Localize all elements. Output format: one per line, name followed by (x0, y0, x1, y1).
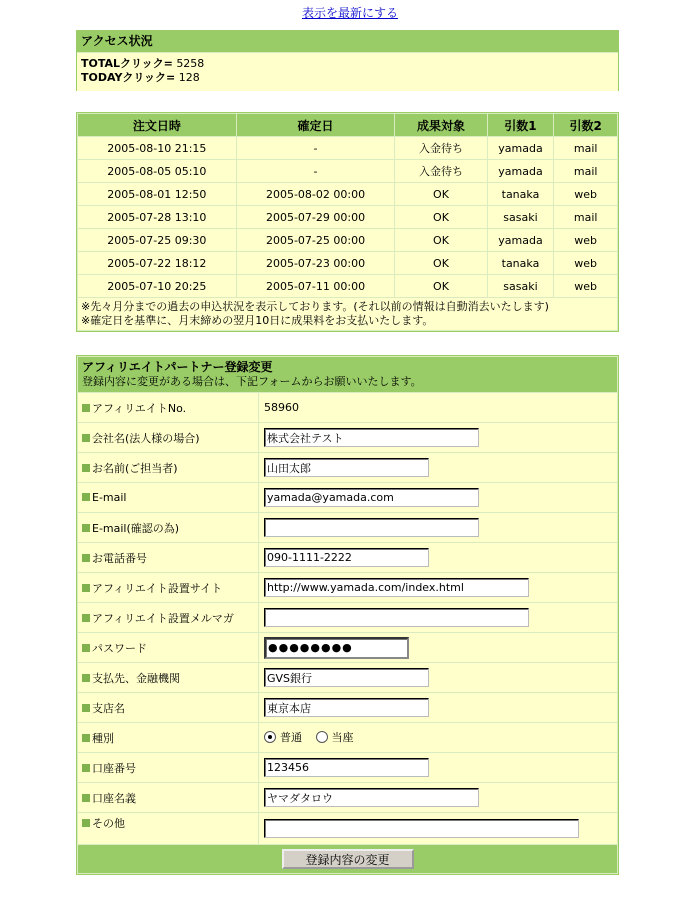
form-row-company (78, 423, 617, 452)
arg1: yamada (488, 137, 554, 159)
col-result: 成果対象 (395, 114, 486, 136)
mailmag-input[interactable] (264, 608, 529, 627)
today-clicks-value: 128 (178, 71, 200, 84)
table-row (78, 160, 617, 182)
arg2: web (554, 183, 617, 205)
result: OK (395, 206, 486, 228)
arg1: tanaka (488, 252, 554, 274)
account-no-input[interactable] (264, 758, 429, 777)
table-row (78, 275, 617, 297)
total-clicks (81, 57, 618, 71)
account-no-label: 口座番号 (78, 753, 258, 782)
affiliate-no-label: アフィリエイトNo. (78, 393, 258, 422)
branch-input[interactable] (264, 698, 429, 717)
square-bullet-icon (82, 464, 90, 472)
confirm-date: 2005-08-02 00:00 (237, 183, 395, 205)
square-bullet-icon (82, 704, 90, 712)
order-datetime: 2005-08-01 12:50 (78, 183, 236, 205)
square-bullet-icon (82, 674, 90, 682)
form-row-name (78, 453, 617, 482)
order-datetime: 2005-08-10 21:15 (78, 137, 236, 159)
orders-notes-row (78, 298, 617, 330)
registration-title: アフィリエイトパートナー登録変更 (82, 360, 273, 374)
form-row-phone (78, 543, 617, 572)
orders-notes (78, 298, 617, 330)
order-datetime: 2005-08-05 05:10 (78, 160, 236, 182)
account-type-label: 種別 (78, 723, 258, 752)
other-label: その他 (78, 813, 258, 844)
account-name-input[interactable] (264, 788, 479, 807)
mailmag-label: アフィリエイト設置メルマガ (78, 603, 258, 632)
col-order-datetime: 注文日時 (78, 114, 236, 136)
col-arg2: 引数2 (554, 114, 617, 136)
affiliate-no-value: 58960 (259, 393, 617, 422)
form-row-email (78, 483, 617, 512)
arg2: mail (554, 137, 617, 159)
order-datetime: 2005-07-28 13:10 (78, 206, 236, 228)
registration-header (78, 357, 617, 392)
confirm-date: - (237, 160, 395, 182)
email-confirm-label: E-mail(確認の為) (78, 513, 258, 542)
arg2: mail (554, 206, 617, 228)
square-bullet-icon (82, 434, 90, 442)
bank-label: 支払先、金融機関 (78, 663, 258, 692)
square-bullet-icon (82, 644, 90, 652)
account-type-current[interactable]: 当座 (316, 729, 354, 745)
arg2: web (554, 229, 617, 251)
submit-changes-button[interactable]: 登録内容の変更 (282, 849, 414, 869)
other-input[interactable] (264, 819, 579, 838)
table-row (78, 206, 617, 228)
form-row-affiliate-no (78, 393, 617, 422)
arg2: mail (554, 160, 617, 182)
result: OK (395, 275, 486, 297)
form-row-account-no (78, 753, 617, 782)
confirm-date: 2005-07-11 00:00 (237, 275, 395, 297)
arg1: tanaka (488, 183, 554, 205)
form-row-branch (78, 693, 617, 722)
today-clicks (81, 71, 618, 85)
account-name-label: 口座名義 (78, 783, 258, 812)
email-label: E-mail (78, 483, 258, 512)
result: 入金待ち (395, 137, 486, 159)
square-bullet-icon (82, 734, 90, 742)
table-row (78, 183, 617, 205)
table-row (78, 137, 617, 159)
result: OK (395, 229, 486, 251)
order-datetime: 2005-07-10 20:25 (78, 275, 236, 297)
form-row-other (78, 813, 617, 844)
square-bullet-icon (82, 794, 90, 802)
form-row-password (78, 633, 617, 662)
registration-subtitle: 登録内容に変更がある場合は、下記フォームからお願いいたします。 (82, 375, 422, 388)
name-label: お名前(ご担当者) (78, 453, 258, 482)
form-row-site (78, 573, 617, 602)
confirm-date: - (237, 137, 395, 159)
col-confirm-date: 確定日 (237, 114, 395, 136)
site-label: アフィリエイト設置サイト (78, 573, 258, 602)
total-clicks-label: TOTALクリック= (81, 57, 173, 70)
registration-form (77, 356, 618, 874)
order-datetime: 2005-07-22 18:12 (78, 252, 236, 274)
result: OK (395, 252, 486, 274)
order-datetime: 2005-07-25 09:30 (78, 229, 236, 251)
confirm-date: 2005-07-25 00:00 (237, 229, 395, 251)
arg1: sasaki (488, 275, 554, 297)
square-bullet-icon (82, 493, 90, 501)
form-row-account-type (78, 723, 617, 752)
password-input[interactable] (264, 637, 409, 659)
refresh-link[interactable]: 表示を最新にする (301, 6, 398, 20)
table-row (78, 229, 617, 251)
form-row-email-confirm (78, 513, 617, 542)
arg2: web (554, 275, 617, 297)
total-clicks-value: 5258 (176, 57, 205, 70)
arg2: web (554, 252, 617, 274)
access-status-body (77, 53, 618, 91)
square-bullet-icon (82, 404, 90, 412)
orders-panel (76, 112, 619, 332)
branch-label: 支店名 (78, 693, 258, 722)
account-type-options (259, 723, 617, 752)
name-input[interactable] (264, 458, 429, 477)
square-bullet-icon (82, 819, 90, 827)
arg1: sasaki (488, 206, 554, 228)
site-input[interactable] (264, 578, 529, 597)
square-bullet-icon (82, 554, 90, 562)
form-row-account-name (78, 783, 617, 812)
orders-note-1: ※先々月分までの過去の申込状況を表示しております。(それ以前の情報は自動消去いたします) (81, 300, 549, 313)
square-bullet-icon (82, 524, 90, 532)
submit-row (78, 845, 617, 873)
result: OK (395, 183, 486, 205)
confirm-date: 2005-07-23 00:00 (237, 252, 395, 274)
arg1: yamada (488, 229, 554, 251)
orders-header-row (78, 114, 617, 136)
square-bullet-icon (82, 614, 90, 622)
arg1: yamada (488, 160, 554, 182)
company-label: 会社名(法人様の場合) (78, 423, 258, 452)
result: 入金待ち (395, 160, 486, 182)
orders-note-2: ※確定日を基準に、月末締めの翌月10日に成果料をお支払いたします。 (81, 314, 434, 327)
today-clicks-label: TODAYクリック= (81, 71, 176, 84)
table-row (78, 252, 617, 274)
radio-selected-icon[interactable] (264, 731, 276, 743)
password-label: パスワード (78, 633, 258, 662)
phone-label: お電話番号 (78, 543, 258, 572)
radio-unselected-icon[interactable] (316, 731, 328, 743)
email-input[interactable] (264, 488, 479, 507)
company-input[interactable] (264, 428, 479, 447)
confirm-date: 2005-07-29 00:00 (237, 206, 395, 228)
orders-table (77, 113, 618, 331)
square-bullet-icon (82, 764, 90, 772)
bank-input[interactable] (264, 668, 429, 687)
phone-input[interactable] (264, 548, 429, 567)
col-arg1: 引数1 (488, 114, 554, 136)
form-row-bank (78, 663, 617, 692)
registration-panel (76, 355, 619, 875)
account-type-ordinary[interactable]: 普通 (264, 729, 302, 745)
form-row-mailmag (78, 603, 617, 632)
access-status-panel (76, 30, 619, 91)
email-confirm-input[interactable] (264, 518, 479, 537)
square-bullet-icon (82, 584, 90, 592)
access-status-title: アクセス状況 (77, 31, 618, 53)
